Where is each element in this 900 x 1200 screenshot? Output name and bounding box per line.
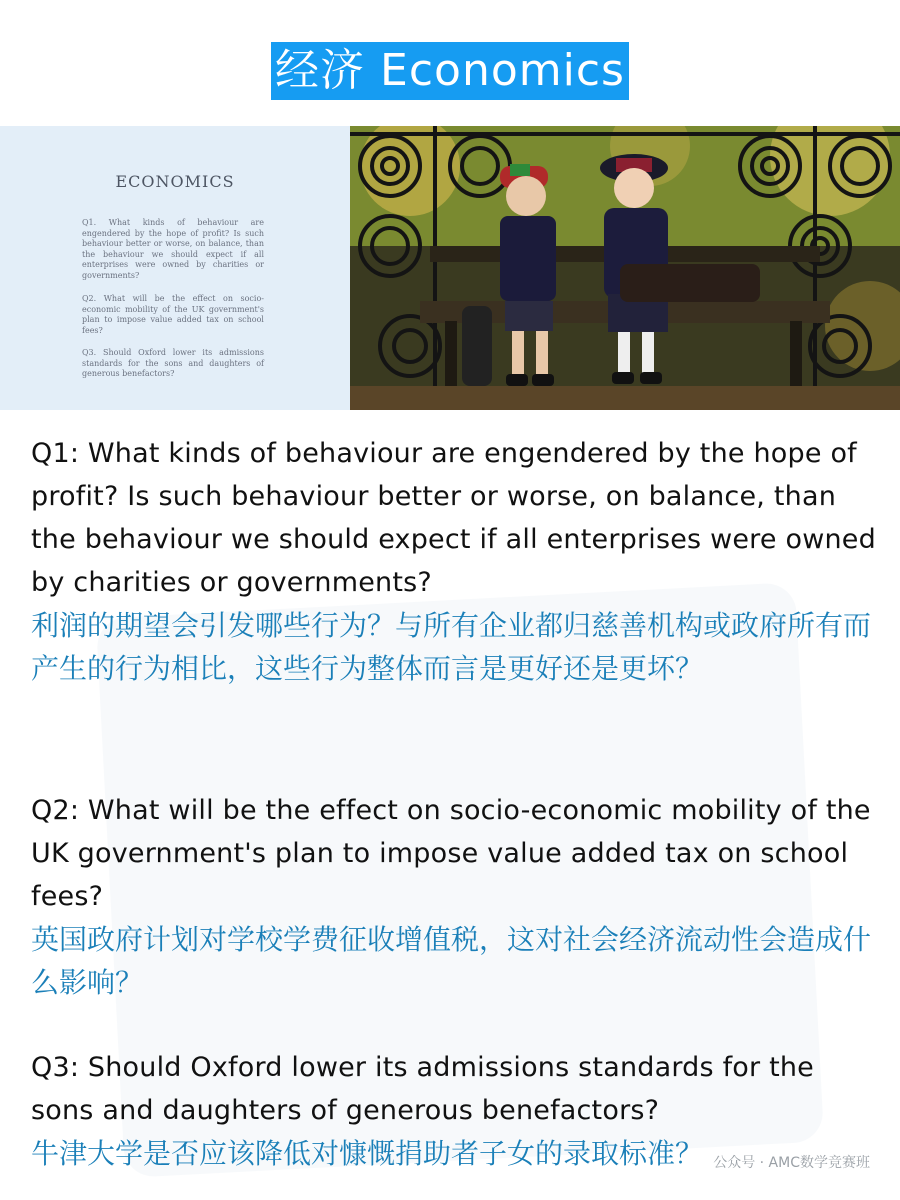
card-heading: ECONOMICS <box>115 172 235 191</box>
header-banner <box>0 126 900 410</box>
title-wrapper <box>0 42 900 100</box>
question-1-english: Q1: What kinds of behaviour are engendered by the hope of profit? Is such behaviour better or worse, on balance, than the behaviour we should expect if all enterprises were owned by charities or governments? <box>31 438 876 598</box>
card-question-1: Q1. What kinds of behaviour are engendered by the hope of profit? Is such behaviour better or worse, on balance, than the behaviour we should expect if all enterprises were owned by charities or governments? <box>82 218 264 280</box>
question-2-chinese: 英国政府计划对学校学费征收增值税，这对社会经济流动性会造成什么影响？ <box>31 923 872 999</box>
question-1-block <box>31 432 881 690</box>
card-question-2: Q2. What will be the effect on socio-economic mobility of the UK government's plan to impose value added tax on school fees? <box>82 294 264 335</box>
question-2-block <box>31 789 881 1004</box>
economics-card <box>0 126 350 410</box>
question-3-chinese: 牛津大学是否应该降低对慷慨捐助者子女的录取标准？ <box>31 1137 704 1170</box>
question-2-english: Q2: What will be the effect on socio-economic mobility of the UK government's plan to impose value added tax on school fees? <box>31 795 871 912</box>
question-1-chinese: 利润的期望会引发哪些行为？与所有企业都归慈善机构或政府所有而产生的行为相比，这些行为整体而言是更好还是更坏？ <box>31 609 872 685</box>
account-watermark: 公众号 · AMC数学竞赛班 <box>713 1155 870 1171</box>
question-3-english: Q3: Should Oxford lower its admissions standards for the sons and daughters of generous benefactors? <box>31 1052 814 1126</box>
page-title: 经济 Economics <box>271 42 629 100</box>
schoolchildren-photo <box>350 126 900 410</box>
card-question-3: Q3. Should Oxford lower its admissions standards for the sons and daughters of generous benefactors? <box>82 348 264 378</box>
